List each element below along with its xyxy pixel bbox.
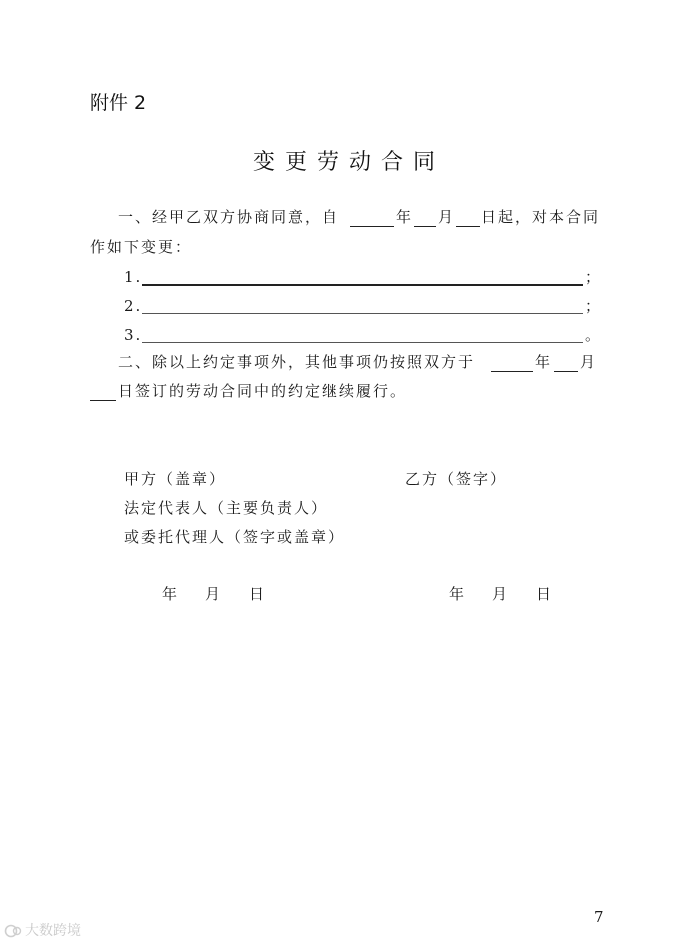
item-1-fill-line[interactable] [142,284,583,286]
party-b-date-day: 日 [536,585,554,603]
item-2-end-mark: ； [585,297,603,315]
item-2-number: 2. [124,297,143,315]
p1-month-label: 月 [438,208,456,226]
p1-month-blank[interactable] [414,226,436,227]
watermark-text: 大数跨境 [25,923,81,939]
page-number: 7 [594,908,604,926]
p1-year-label: 年 [396,208,414,226]
p2-day-blank[interactable] [90,400,116,401]
item-1-number: 1. [124,268,143,286]
item-3-end-mark: 。 [585,326,603,344]
item-2-fill-line[interactable] [142,313,583,314]
p2-year-label: 年 [535,353,553,371]
p1-year-blank[interactable] [350,226,394,227]
p2-day-text: 日签订的劳动合同中的约定继续履行。 [118,382,408,400]
party-a-agent-label: 或委托代理人（签字或盖章） [124,528,346,546]
p1-day-text: 日起，对本合同 [481,208,601,226]
party-a-date-year: 年 [162,585,180,603]
item-3-number: 3. [124,326,143,344]
item-1-end-mark: ； [585,268,603,286]
p1-intro-text: 一、经甲乙双方协商同意，自 [118,208,340,226]
party-b-sign-label: 乙方（签字） [405,470,508,488]
p2-month-label: 月 [580,353,598,371]
party-a-date-day: 日 [249,585,267,603]
party-a-seal-label: 甲方（盖章） [124,470,227,488]
p1-day-blank[interactable] [456,226,480,227]
document-title: 变更劳动合同 [252,150,445,175]
p2-intro-text: 二、除以上约定事项外，其他事项仍按照双方于 [118,353,476,371]
party-b-date-year: 年 [449,585,467,603]
watermark [4,920,81,940]
party-b-date-month: 月 [492,585,510,603]
party-a-date-month: 月 [205,585,223,603]
party-a-legal-rep-label: 法定代表人（主要负责人） [124,499,329,517]
watermark-logo-icon [4,924,22,938]
item-3-fill-line[interactable] [142,342,583,343]
attachment-label: 附件 2 [90,92,147,114]
p2-year-blank[interactable] [491,371,533,372]
p2-month-blank[interactable] [554,371,578,372]
p1-continuation-text: 作如下变更： [90,238,193,256]
